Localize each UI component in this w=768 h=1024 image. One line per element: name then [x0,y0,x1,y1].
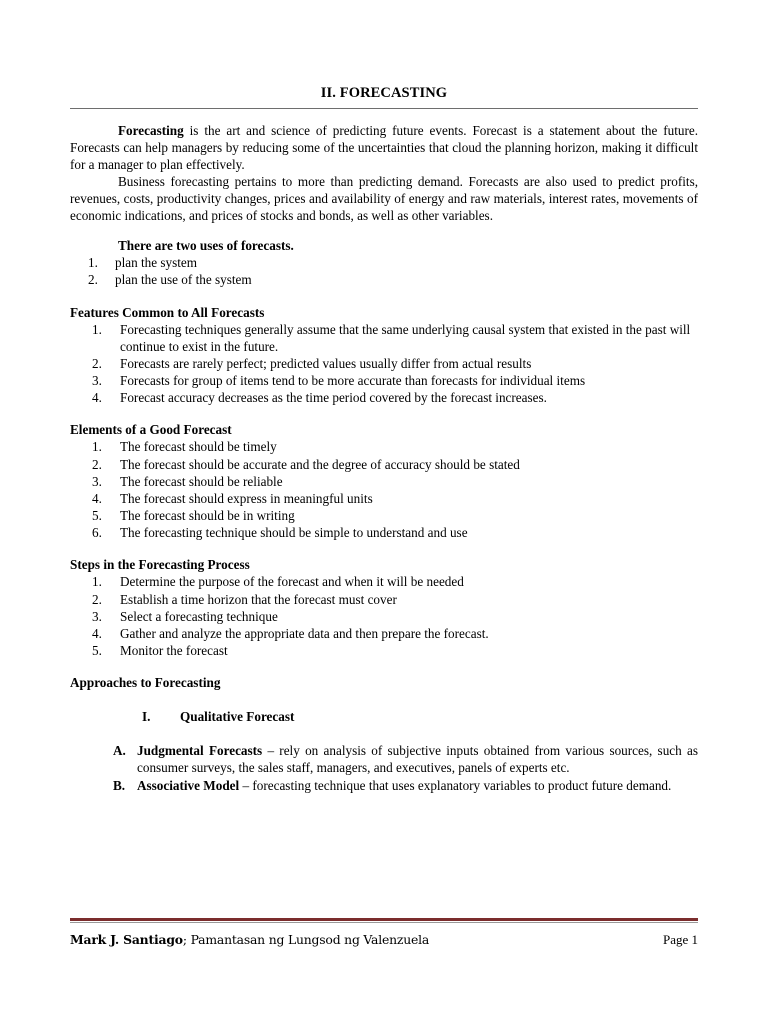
footer-affiliation: ; Pamantasan ng Lungsod ng Valenzuela [182,932,430,947]
lead-term-forecasting: Forecasting [118,123,184,138]
paragraph-business-forecasting: Business forecasting pertains to more than predicting demand. Forecasts are also used to predict profits, revenues, costs, productivity changes, prices and availability of energy and raw materials, interest rates, movements of economic indications, and prices of stocks and bonds, as well as other variables. [70,174,698,224]
list-text: – rely on analysis of subjective inputs obtained from various sources, such as consumer surveys, the sales staff, managers, and executives, panels of experts etc. [137,743,698,776]
footer-page-number: Page 1 [662,932,698,947]
list-item [70,625,698,642]
list-text: Monitor the forecast [120,642,228,658]
roman-marker: I. [142,709,151,725]
list-item [70,456,698,473]
list-item [70,271,698,288]
list-marker: 4. [92,490,102,506]
list-item [70,254,698,271]
footer-divider-thick [70,918,698,921]
spacer [70,541,698,556]
list-text: – forecasting technique that uses explanatory variables to product future demand. [239,777,672,793]
paragraph-intro [70,122,698,173]
list-marker: 2. [88,272,98,288]
document-header [70,86,698,109]
roman-label: Qualitative Forecast [180,709,295,725]
elements-heading: Elements of a Good Forecast [70,422,232,438]
steps-list [70,573,698,659]
spacer [70,659,698,674]
list-item [70,490,698,507]
list-item [70,389,698,406]
list-text: plan the use of the system [115,272,252,288]
list-marker: 4. [92,390,102,406]
list-text: The forecast should be timely [120,439,277,455]
spacer [70,691,698,708]
list-item [70,777,698,794]
spacer [70,289,698,304]
document-body [70,122,698,794]
list-marker: 1. [88,255,98,271]
list-term: Judgmental Forecasts [137,743,263,759]
footer-attribution [70,932,429,947]
document-footer [70,918,698,948]
list-marker: 2. [92,591,102,607]
list-item [70,321,698,355]
list-item [70,473,698,490]
uses-list [70,254,698,288]
features-list [70,321,698,407]
list-item [70,573,698,590]
list-item [70,608,698,625]
list-text: Gather and analyze the appropriate data and then prepare the forecast. [120,625,489,641]
features-heading: Features Common to All Forecasts [70,304,265,320]
list-marker: 5. [92,508,102,523]
list-marker: 1. [92,321,102,337]
footer-divider-thin [70,922,698,923]
list-text: Forecasts are rarely perfect; predicted values usually differ from actual results [120,355,532,371]
list-text: The forecast should express in meaningful units [120,490,373,506]
list-item [70,742,698,776]
list-marker: 2. [92,456,102,472]
list-marker: 3. [92,608,102,624]
list-marker: 3. [92,473,102,489]
header-divider [70,108,698,109]
list-item [70,372,698,389]
footer-author: Mark J. Santiago [70,932,183,947]
list-marker: 4. [92,625,102,641]
list-text: The forecast should be reliable [120,473,283,489]
spacer [70,725,698,742]
list-marker: A. [113,743,126,759]
list-text: Determine the purpose of the forecast and when it will be needed [120,574,464,590]
elements-list [70,438,698,541]
spacer [70,224,698,237]
list-marker: 1. [92,574,102,590]
list-marker: 6. [92,525,102,541]
paragraph-intro-text: is the art and science of predicting future events. Forecast is a statement about the future. Forecasts can help managers by reducing some of the uncertainties that cloud the planning horizon, making it difficult for a manager to plan effectively. [70,123,698,173]
spacer [70,406,698,421]
page-title: II. FORECASTING [320,85,448,101]
list-text: Forecasts for group of items tend to be more accurate than forecasts for individual items [120,373,586,389]
footer-text-row [70,932,698,948]
list-text: The forecast should be accurate and the degree of accuracy should be stated [120,456,520,472]
list-item [70,591,698,608]
list-item [70,438,698,455]
list-text: The forecast should be in writing [120,508,295,523]
list-marker: 2. [92,355,102,371]
list-text: Establish a time horizon that the forecast must cover [120,591,397,607]
steps-heading: Steps in the Forecasting Process [70,557,250,573]
list-text: plan the system [115,255,198,271]
approaches-heading: Approaches to Forecasting [70,675,221,691]
list-marker: 3. [92,373,102,389]
list-item [70,642,698,659]
approaches-list [70,742,698,793]
uses-heading: There are two uses of forecasts. [118,238,294,254]
approaches-roman-section [70,708,698,725]
list-item [70,524,698,541]
list-item [70,507,698,524]
list-text: Select a forecasting technique [120,608,278,624]
list-item [70,355,698,372]
list-text: Forecasting techniques generally assume that the same underlying causal system that existed in the past will continue to exist in the future. [120,321,691,354]
list-marker: B. [113,777,126,793]
list-marker: 1. [92,439,102,455]
list-text: Forecast accuracy decreases as the time period covered by the forecast increases. [120,390,547,406]
list-text: The forecasting technique should be simple to understand and use [120,525,468,541]
list-marker: 5. [92,642,102,658]
list-term: Associative Model [137,777,240,793]
